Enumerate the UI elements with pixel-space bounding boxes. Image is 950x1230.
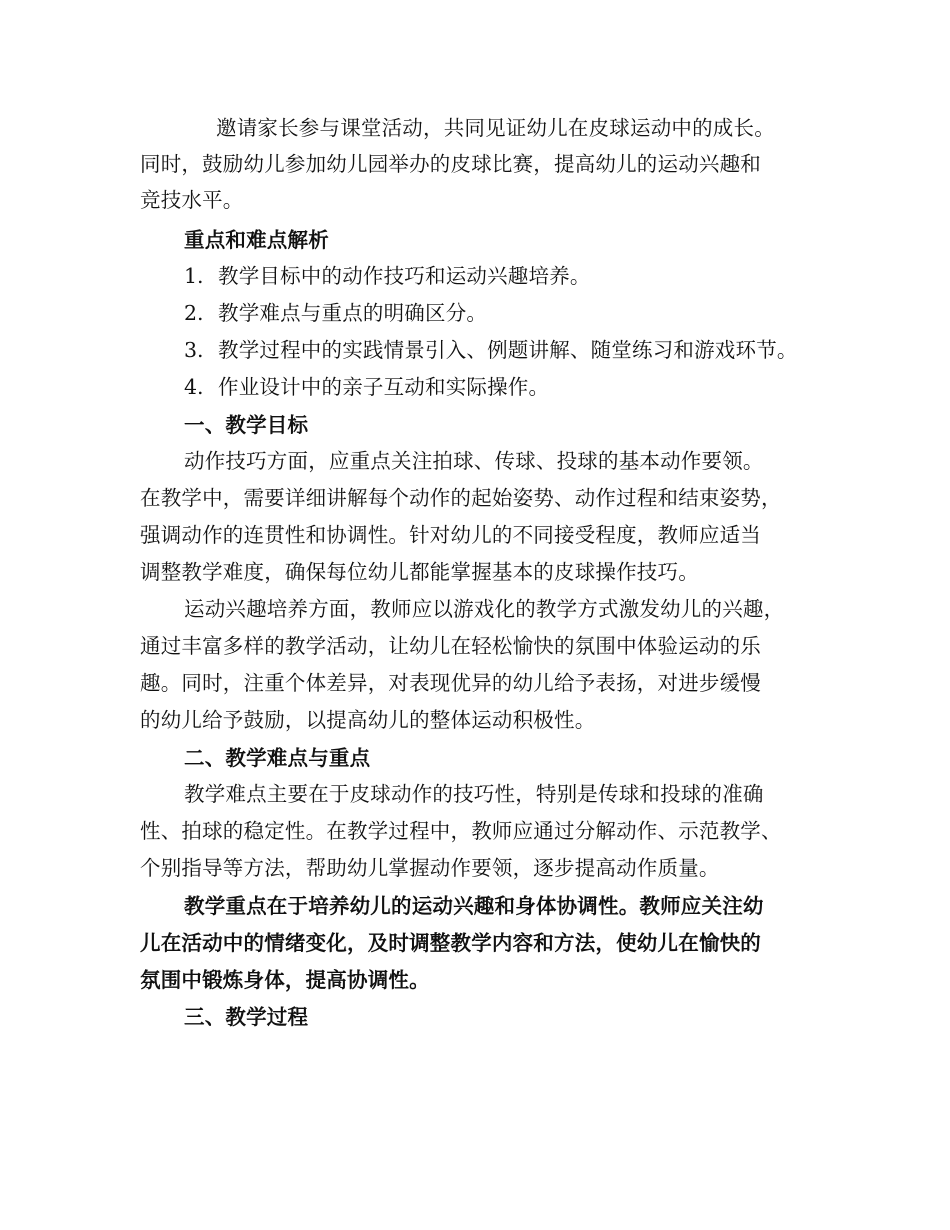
section3-heading: 三、教学过程 — [184, 1005, 309, 1029]
intro-line-2: 同时，鼓励幼儿参加幼儿园举办的皮球比赛，提高幼儿的运动兴趣和 — [140, 152, 761, 176]
section1-p1-line-3: 强调动作的连贯性和协调性。针对幼儿的不同接受程度，教师应适当 — [140, 523, 761, 547]
section2-heading: 二、教学难点与重点 — [184, 746, 371, 770]
section2-p2-line-3: 氛围中锻炼身体，提高协调性。 — [140, 968, 430, 992]
section1-p1-line-1: 动作技巧方面，应重点关注拍球、传球、投球的基本动作要领。 — [184, 449, 764, 473]
section2-p2-line-1: 教学重点在于培养幼儿的运动兴趣和身体协调性。教师应关注幼 — [184, 894, 764, 918]
intro-line-1: 邀请家长参与课堂活动，共同见证幼儿在皮球运动中的成长。 — [216, 116, 775, 140]
analysis-heading: 重点和难点解析 — [184, 228, 329, 252]
section1-heading: 一、教学目标 — [184, 413, 309, 437]
section2-p1-line-1: 教学难点主要在于皮球动作的技巧性，特别是传球和投球的准确 — [184, 782, 764, 806]
section1-p1-line-2: 在教学中，需要详细讲解每个动作的起始姿势、动作过程和结束姿势， — [140, 486, 782, 510]
analysis-item-4-text: 作业设计中的亲子互动和实际操作。 — [218, 375, 550, 399]
analysis-item-3-text: 教学过程中的实践情景引入、例题讲解、随堂练习和游戏环节。 — [218, 338, 798, 362]
section1-p2-line-3: 趣。同时，注重个体差异，对表现优异的幼儿给予表扬，对进步缓慢 — [140, 671, 761, 695]
section2-p2-line-2: 儿在活动中的情绪变化，及时调整教学内容和方法，使幼儿在愉快的 — [140, 931, 761, 955]
section2-p1-line-2: 性、拍球的稳定性。在教学过程中，教师应通过分解动作、示范教学、 — [140, 819, 782, 843]
analysis-item-1-text: 教学目标中的动作技巧和运动兴趣培养。 — [218, 264, 591, 288]
analysis-item-2-text: 教学难点与重点的明确区分。 — [218, 301, 488, 325]
analysis-item-4-number: 4. — [184, 375, 204, 399]
section1-p2-line-1: 运动兴趣培养方面，教师应以游戏化的教学方式激发幼儿的兴趣， — [184, 597, 785, 621]
section1-p2-line-4: 的幼儿给予鼓励，以提高幼儿的整体运动积极性。 — [140, 708, 596, 732]
analysis-item-3-number: 3. — [184, 338, 204, 362]
section2-p1-line-3: 个别指导等方法，帮助幼儿掌握动作要领，逐步提高动作质量。 — [140, 856, 720, 880]
section1-p2-line-2: 通过丰富多样的教学活动，让幼儿在轻松愉快的氛围中体验运动的乐 — [140, 634, 761, 658]
analysis-item-2-number: 2. — [184, 301, 204, 325]
analysis-item-1-number: 1. — [184, 264, 204, 288]
intro-line-3: 竞技水平。 — [140, 188, 244, 212]
section1-p1-line-4: 调整教学难度，确保每位幼儿都能掌握基本的皮球操作技巧。 — [140, 560, 699, 584]
